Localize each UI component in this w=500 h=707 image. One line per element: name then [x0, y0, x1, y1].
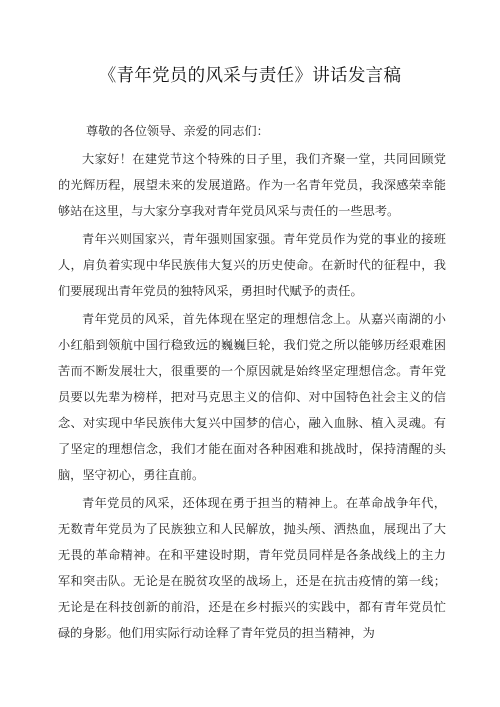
- document-title: 《青年党员的风采与责任》讲话发言稿: [98, 66, 402, 86]
- paragraph-greeting: 大家好！在建党节这个特殊的日子里，我们齐聚一堂，共同回顾党的光辉历程，展望未来的发展道路。作为一名青年党员，我深感荣幸能够站在这里，与大家分享我对青年党员风采与责任的一些思考。: [58, 152, 446, 218]
- paragraph-ideals-beliefs: 青年党员的风采，首先体现在坚定的理想信念上。从嘉兴南湖的小小红船到领航中国行稳致远的巍巍巨轮，我们党之所以能够历经艰难困苦而不断发展壮大，很重要的一个原因就是始终坚定理想信念。青年党员要以先辈为榜样，把对马克思主义的信仰、对中国特色社会主义的信念、对实现中华民族伟大复兴中国梦的信心，融入血脉、植入灵魂。有了坚定的理想信念，我们才能在面对各种困难和挑战时，保持清醒的头脑，坚守初心，勇往直前。: [58, 312, 446, 482]
- salutation: 尊敬的各位领导、亲爱的同志们：: [86, 124, 269, 138]
- paragraph-youth-mission: 青年兴则国家兴，青年强则国家强。青年党员作为党的事业的接班人，肩负着实现中华民族伟大复兴的历史使命。在新时代的征程中，我们要展现出青年党员的独特风采，勇担时代赋予的责任。: [58, 232, 446, 298]
- paragraph-responsibility: 青年党员的风采，还体现在勇于担当的精神上。在革命战争年代，无数青年党员为了民族独立和人民解放，抛头颅、洒热血，展现出了大无畏的革命精神。在和平建设时期，青年党员同样是各条战线上的主力军和突击队。无论是在脱贫攻坚的战场上，还是在抗击疫情的第一线；无论是在科技创新的前沿，还是在乡村振兴的实践中，都有青年党员忙碌的身影。他们用实际行动诠释了青年党员的担当精神，为: [58, 496, 446, 640]
- document-body: [58, 117, 446, 646]
